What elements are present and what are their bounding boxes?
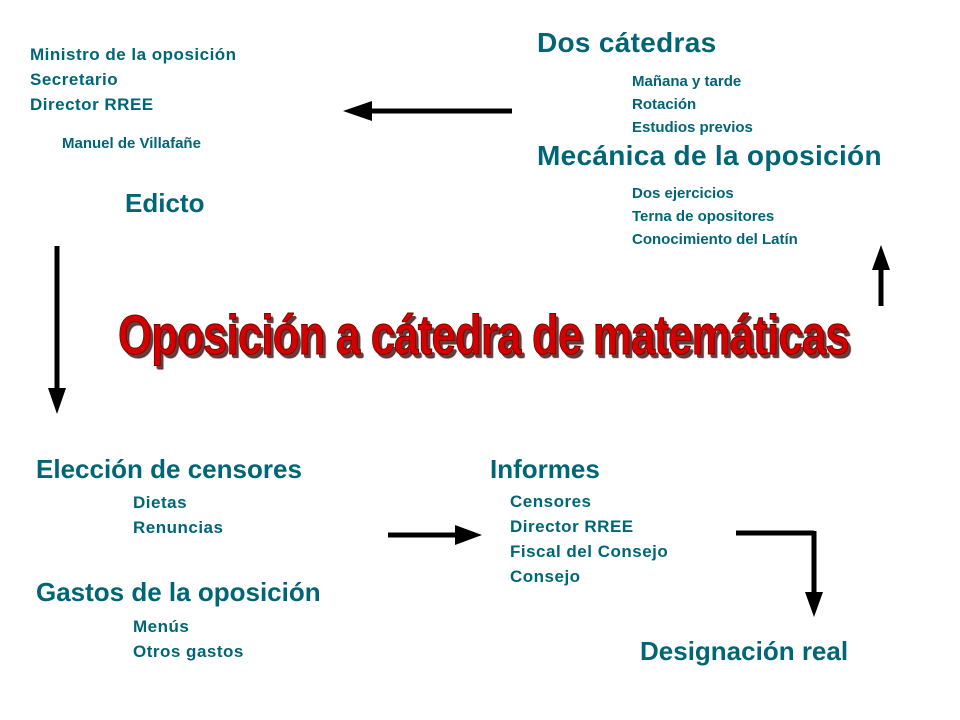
- arrow-down-icon: [48, 246, 66, 414]
- informes-item-2: Director RREE: [510, 517, 634, 536]
- gastos-item-1: Menús: [133, 617, 190, 636]
- edicto-line-3: Director RREE: [30, 95, 154, 114]
- mecanica-item-1: Dos ejercicios: [632, 185, 734, 202]
- edicto-note: Manuel de Villafañe: [62, 135, 201, 152]
- gastos-item-2: Otros gastos: [133, 642, 244, 661]
- dos-catedras-item-1: Mañana y tarde: [632, 73, 742, 90]
- informes-heading: Informes: [490, 454, 600, 484]
- arrow-right-icon: [388, 525, 482, 545]
- informes-item-4: Consejo: [510, 567, 581, 586]
- mecanica-item-3: Conocimiento del Latín: [632, 231, 798, 248]
- informes-list: [510, 489, 668, 589]
- edicto-people-list: [30, 42, 237, 117]
- mecanica-item-2: Terna de opositores: [632, 208, 775, 225]
- informes-item-3: Fiscal del Consejo: [510, 542, 669, 561]
- arrow-left-icon-shape: [343, 101, 512, 121]
- dos-catedras-item-2: Rotación: [632, 96, 697, 113]
- eleccion-list: [133, 490, 223, 540]
- gastos-heading: Gastos de la oposición: [36, 577, 321, 607]
- dos-catedras-list: [632, 70, 753, 139]
- edicto-line-2: Secretario: [30, 70, 119, 89]
- eleccion-heading: Elección de censores: [36, 454, 302, 484]
- dos-catedras-heading: Dos cátedras: [537, 27, 717, 58]
- dos-catedras-item-3: Estudios previos: [632, 119, 753, 136]
- designacion-heading: Designación real: [640, 636, 849, 666]
- mecanica-list: [632, 182, 798, 251]
- mecanica-heading: Mecánica de la oposición: [537, 140, 882, 171]
- gastos-list: [133, 614, 244, 664]
- edicto-heading: Edicto: [125, 188, 205, 218]
- eleccion-item-2: Renuncias: [133, 518, 224, 537]
- slide-title: Oposición a cátedra de matemáticas: [118, 303, 849, 366]
- elbow-arrow-down-icon: [736, 531, 823, 617]
- edicto-line-1: Ministro de la oposición: [30, 45, 237, 64]
- informes-item-1: Censores: [510, 492, 592, 511]
- eleccion-item-1: Dietas: [133, 493, 188, 512]
- arrow-up-icon: [872, 245, 890, 306]
